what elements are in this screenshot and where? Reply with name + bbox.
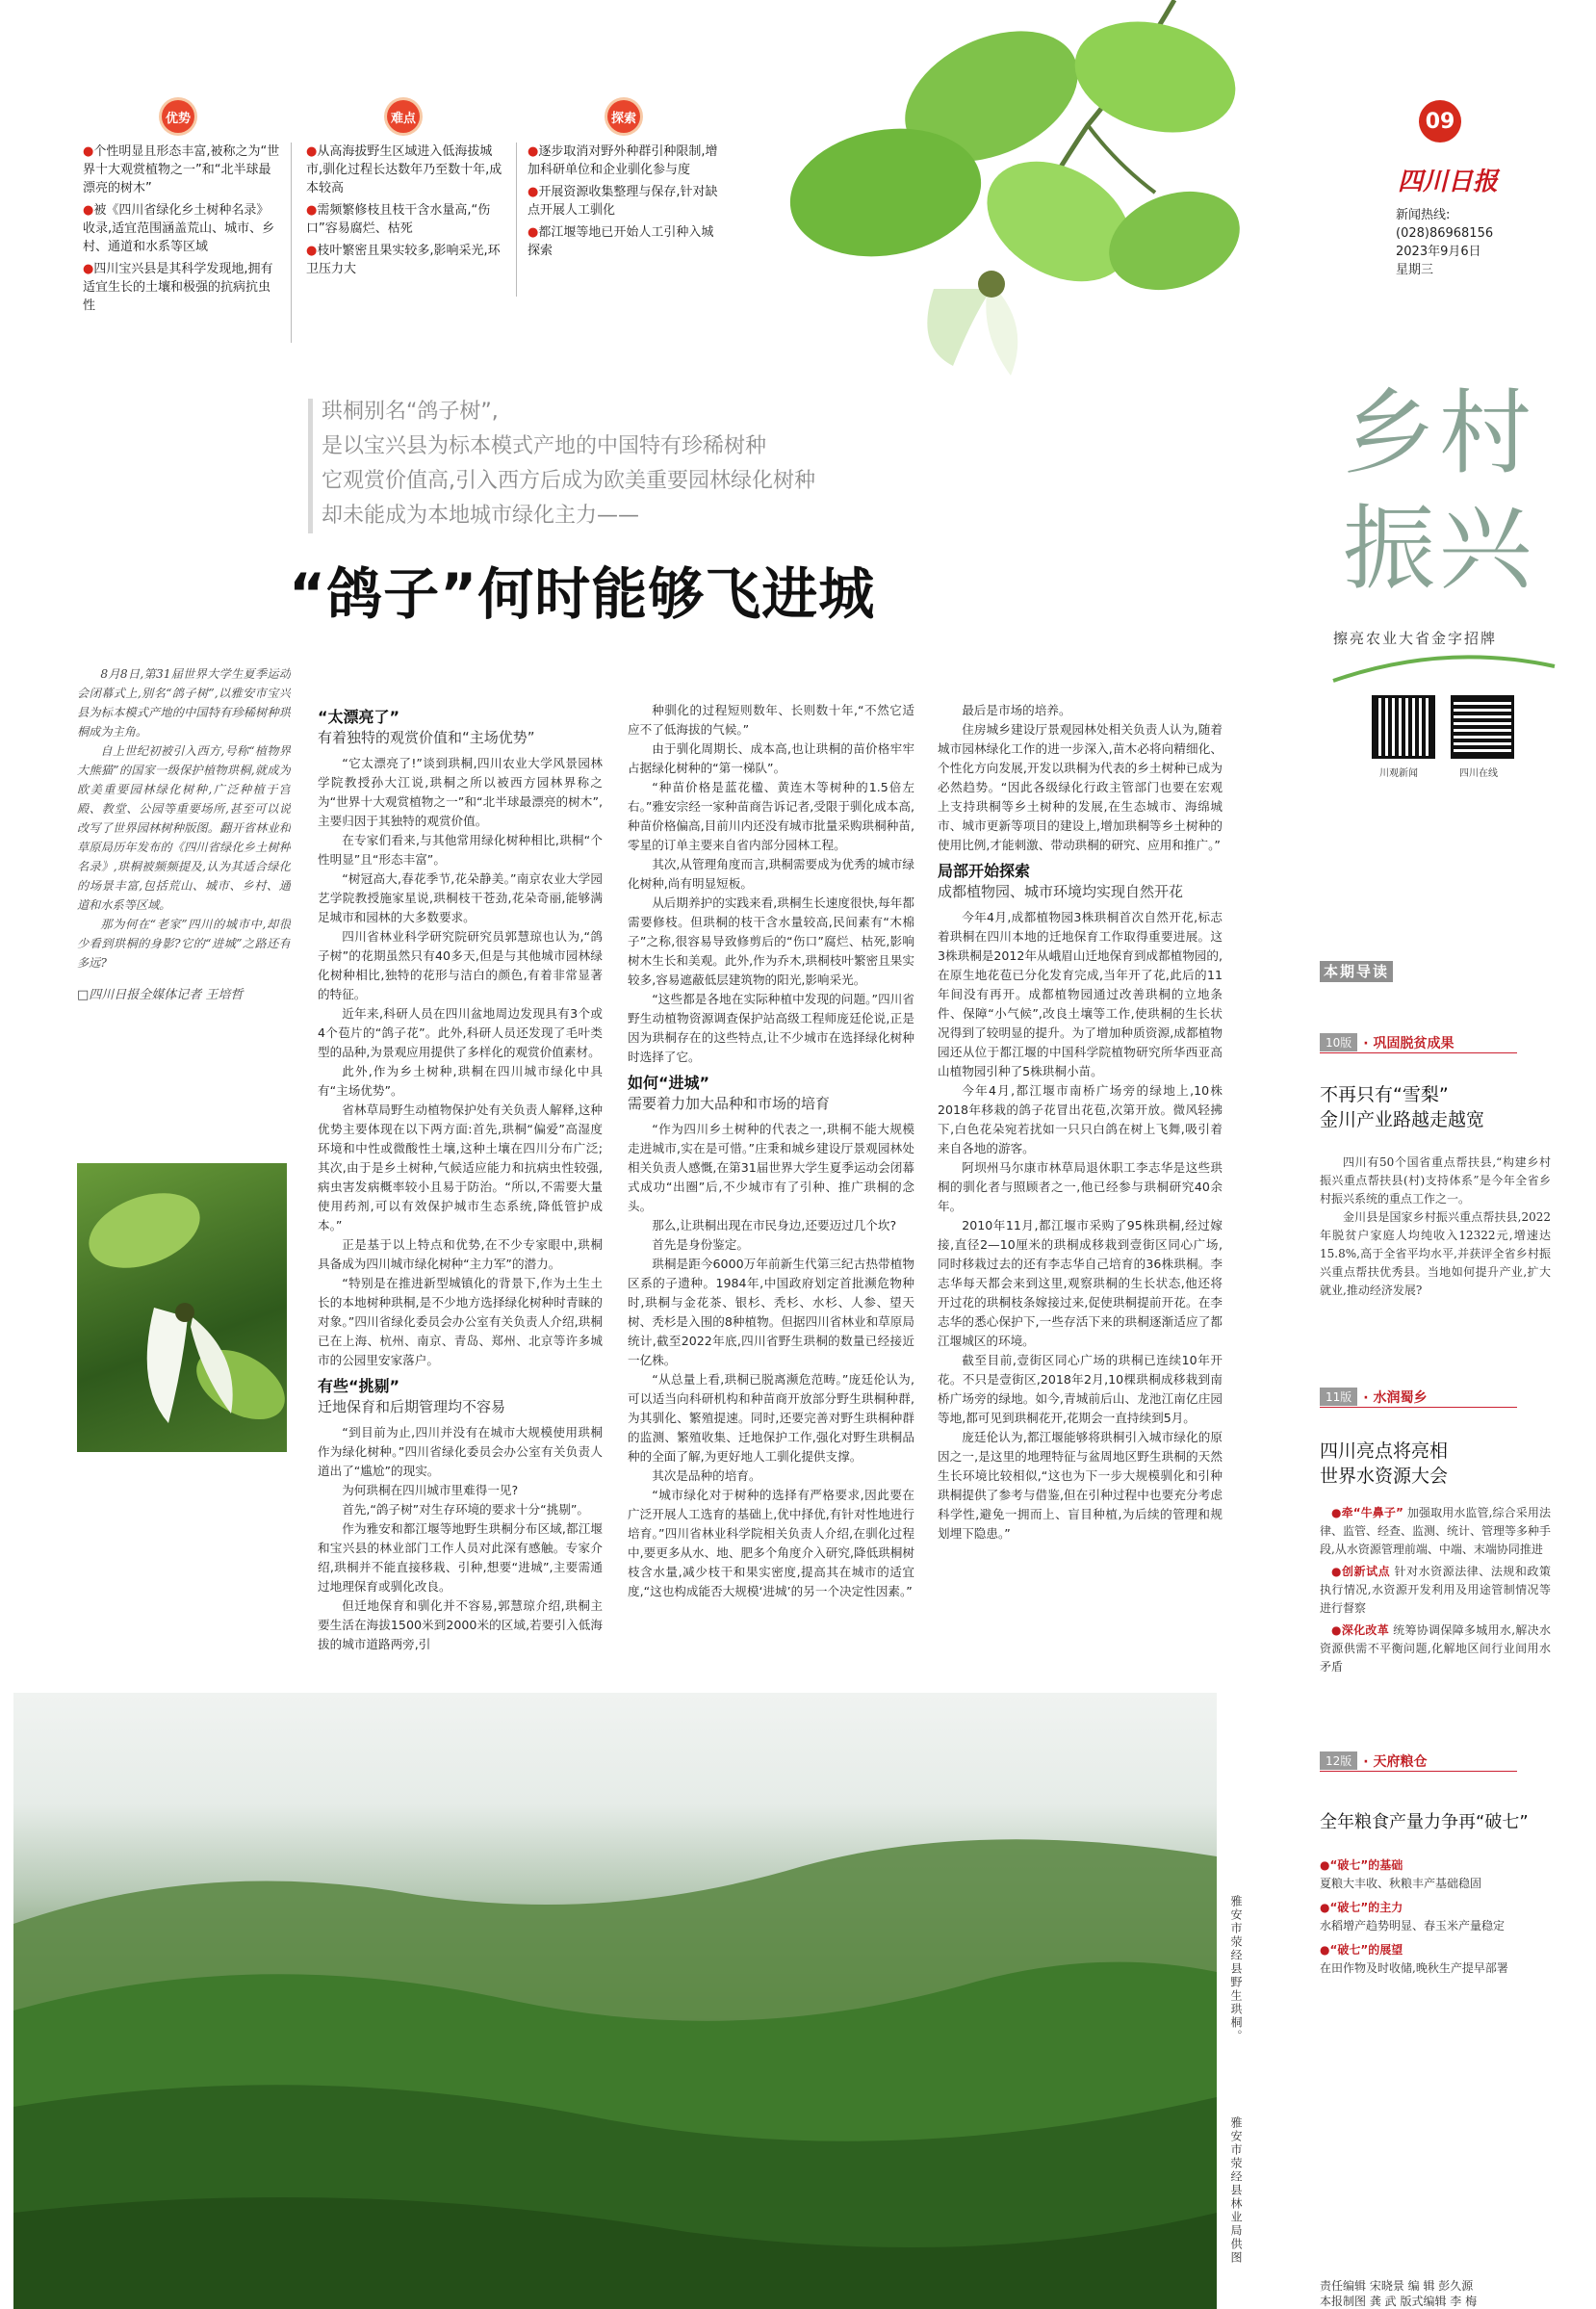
- photo-caption: 雅安市荥经县野生珙桐。: [1229, 1895, 1243, 2043]
- paragraph: 庞廷伦认为,都江堰能够将珙桐引入城市绿化的原因之一,是这里的地理特征与盆周地区野生珙桐的天然生长环境比较相似,“这也为下一步大规模驯化和引种珙桐提供了参考与借鉴,但在引种过程中也要充分考虑科学性,避免一拥而上、盲目种植,为后续的管理和规划埋下隐患。”: [938, 1430, 1223, 1541]
- deck-line: 是以宝兴县为标本模式产地的中国特有珍稀树种: [322, 434, 767, 458]
- paragraph: 四川有50个国省重点帮扶县,“构建乡村振兴重点帮扶县(村)支持体系”是今年全省乡村振兴系统的重点工作之一。: [1320, 1155, 1551, 1206]
- column-title-line2: 振兴: [1343, 495, 1535, 603]
- paragraph: 那么,让珙桐出现在市民身边,还要迈过几个坎?: [652, 1218, 897, 1232]
- subheading-note: 成都植物园、城市环境均实现自然开花: [938, 883, 1184, 900]
- list-item: ●“破七”的展望 在田作物及时收储,晚秋生产提早部署: [1320, 1943, 1508, 1975]
- difficulties-list: [306, 143, 506, 282]
- paragraph: 金川县是国家乡村振兴重点帮扶县,2022年脱贫户家庭人均纯收入12322元,增速达15.8%,高于全省平均水平,并获评全省乡村振兴重点帮扶优秀县。当地如何提升产业,扩大就业,推动经济发展?: [1320, 1210, 1551, 1297]
- list-item: ●枝叶繁密且果实较多,影响采光,环卫压力大: [306, 244, 501, 276]
- list-item: ●开展资源收集整理与保存,针对缺点开展人工驯化: [528, 185, 718, 218]
- subheading-note: 有着独特的观赏价值和“主场优势”: [318, 729, 535, 746]
- article-column-4: [938, 701, 1223, 1702]
- paragraph: 但迁地保育和驯化并不容易,郭慧琼介绍,珙桐主要生活在海拔1500米到2000米的区域,若要引入低海拔的城市道路两旁,引: [318, 1598, 603, 1651]
- paragraph: “树冠高大,春花季节,花朵静美。”南京农业大学园艺学院教授施家星说,珙桐枝干苍劲,花朵奇丽,能够满足城市和园林的大多数要求。: [318, 871, 603, 924]
- paragraph: 首先是身份鉴定。: [652, 1237, 749, 1252]
- masthead-info: [1396, 206, 1493, 279]
- dove-flower-bract: [986, 289, 1017, 376]
- paragraph: 为何珙桐在四川城市里难得一见?: [342, 1483, 519, 1497]
- list-item: ●“破七”的基础 夏粮大丰收、秋粮丰产基础稳固: [1320, 1858, 1482, 1890]
- paragraph: 在专家们看来,与其他常用绿化树种相比,珙桐“个性明显”且“形态丰富”。: [318, 833, 603, 867]
- paragraph: “作为四川乡土树种的代表之一,珙桐不能大规模走进城市,实在是可惜。”庄秉和城乡建设厅景观园林处相关负责人感慨,在第31届世界大学生夏季运动会闭幕式成功“出圈”后,不少城市有了引种、推广珙桐的念头。: [628, 1122, 914, 1213]
- branch: [1088, 125, 1155, 193]
- weekday: 星期三: [1396, 263, 1434, 277]
- subheading: 如何“进城”: [628, 1074, 710, 1092]
- headline-deck: [322, 395, 815, 533]
- list-item: ●“破七”的主力 水稻增产趋势明显、春玉米产量稳定: [1320, 1901, 1506, 1933]
- paper-name: 四川日报: [1398, 168, 1499, 196]
- paragraph: 正是基于以上特点和优势,在不少专家眼中,珙桐具备成为四川城市绿化树种“主力军”的潜力。: [318, 1237, 603, 1271]
- paragraph: 截至目前,壹街区同心广场的珙桐已连续10年开花。不只是壹街区,2018年2月,10棵珙桐成移栽到南桥广场旁的绿地。如今,青城前后山、龙池江南亿庄园等地,都可见到珙桐花开,花期会一直持续到5月。: [938, 1353, 1223, 1425]
- tag-explorations: 探索: [607, 100, 640, 133]
- list-item: ●牵“牛鼻子” 加强取用水监管,综合采用法律、监管、经查、监测、统计、管理等多种手段,从水资源管理前端、中端、末端协同推进: [1320, 1506, 1552, 1556]
- section-bar-10: 10版 · 巩固脱贫成果: [1320, 1032, 1517, 1053]
- leaf: [1095, 174, 1253, 307]
- dove-flower-photo: [77, 1163, 287, 1452]
- paragraph: 今年4月,都江堰市南桥广场旁的绿地上,10株2018年移栽的鸽子花冒出花苞,次第开放。微风轻拂下,白色花朵宛若扰如一只只白鸽在树上飞舞,吸引着来自各地的游客。: [938, 1083, 1223, 1155]
- flower-head: [978, 271, 1005, 298]
- column-title-line1: 乡村: [1343, 379, 1535, 487]
- paragraph: 此外,作为乡土树种,珙桐在四川城市绿化中具有“主场优势”。: [318, 1064, 603, 1098]
- hotline: (028)86968156: [1396, 226, 1494, 241]
- paragraph: “到目前为止,四川并没有在城市大规模使用珙桐作为绿化树种。”四川省绿化委员会办公室有关负责人道出了“尴尬”的现实。: [318, 1425, 603, 1478]
- deck-line: 却未能成为本地城市绿化主力——: [322, 504, 640, 528]
- paragraph: “城市绿化对于树种的选择有严格要求,因此要在广泛开展人工选育的基础上,优中择优,有针对性地进行培育。”四川省林业科学院相关负责人介绍,在驯化过程中,要更多从水、地、肥多个角度介入研究,降低珙桐树枝含水量,减少枝干和果实密度,提高其在城市的适宜度,“这也构成能否大规模‘进城’的另一个决定性因素。”: [628, 1488, 914, 1598]
- date: 2023年9月6日: [1396, 245, 1481, 259]
- paragraph: 那为何在“老家”四川的城市中,却很少看到珙桐的身影?它的“进城”之路还有多远?: [77, 918, 291, 970]
- deck-line: 珙桐别名“鸽子树”,: [322, 400, 499, 424]
- paragraph: “从总量上看,珙桐已脱离濒危范畴。”庞廷伦认为,可以适当向科研机构和种苗商开放部分野生珙桐种群,为其驯化、繁殖提速。同时,还要完善对野生珙桐种群的监测、繁殖收集、迁地保护工作,强化对野生珙桐品种的全面了解,为更好地人工驯化提供支撑。: [628, 1372, 914, 1464]
- paragraph: 由于驯化周期长、成本高,也让珙桐的苗价格牢牢占据绿化树种的“第一梯队”。: [628, 741, 914, 775]
- list-item: ●四川宝兴县是其科学发现地,拥有适宜生长的土壤和极强的抗病抗虫性: [83, 262, 273, 313]
- paragraph: 阿坝州马尔康市林草局退休职工李志华是这些珙桐的驯化者与照顾者之一,他已经参与珙桐研究40余年。: [938, 1160, 1223, 1213]
- dove-flower-bract: [927, 289, 991, 366]
- paragraph: 今年4月,成都植物园3株珙桐首次自然开花,标志着珙桐在四川本地的迁地保育工作取得重要进展。这3株珙桐是2012年从峨眉山迁地保育到成都植物园的,在原生地花苞已分化发育完成,当年开了花,此后的11年间没有再开。成都植物园通过改善珙桐的立地条件、保障“小气候”,改良土壤等工作,使珙桐的生长状况得到了较明显的提升。为了增加种质资源,成都植物园还从位于都江堰的中国科学院植物研究所华西亚高山植物园引种了5株珙桐小苗。: [938, 910, 1223, 1078]
- subheading: “太漂亮了”: [318, 708, 400, 726]
- hotline-label: 新闻热线:: [1396, 208, 1451, 222]
- paragraph: 作为雅安和都江堰等地野生珙桐分布区域,都江堰和宝兴县的林业部门工作人员对此深有感触。专家介绍,珙桐并不能直接移栽、引种,想要“进城”,主要需通过地理保育或驯化改良。: [318, 1521, 603, 1594]
- list-item: ●被《四川省绿化乡土树种名录》收录,适宜范围涵盖荒山、城市、乡村、通道和水系等区域: [83, 203, 275, 254]
- paragraph: 自上世纪初被引入西方,号称“植物界大熊猫”的国家一级保护植物珙桐,就成为欧美重要园林绿化树种,广泛种植于宫殿、教堂、公园等重要场所,甚至可以说改写了世界园林树种版图。翻开省林业和草原局历年发布的《四川省绿化乡土树种名录》,珙桐被频频提及,认为其适合绿化的场景丰富,包括荒山、城市、乡村、通道和水系等区域。: [77, 744, 291, 912]
- paragraph: 首先,“鸽子树”对生存环境的要求十分“挑剔”。: [342, 1502, 589, 1517]
- explorations-list: [528, 143, 720, 264]
- qr-label: 四川在线: [1459, 768, 1498, 779]
- subheading: 局部开始探索: [938, 862, 1031, 880]
- section-bullets: [1320, 1856, 1551, 1978]
- paragraph: 其次,从管理角度而言,珙桐需要成为优秀的城市绿化树种,尚有明显短板。: [628, 857, 914, 891]
- paragraph: 近年来,科研人员在四川盆地周边发现具有3个或4个苞片的“鸽子花”。此外,科研人员还发现了毛叶类型的品种,为景观应用提供了多样化的观赏价值素材。: [318, 1006, 603, 1059]
- credits-line: 本报制图 龚 武 版式编辑 李 梅: [1320, 2295, 1478, 2308]
- paragraph: 从后期养护的实践来看,珙桐生长速度很快,每年都需要修枝。但珙桐的枝干含水量较高,民间素有“木棉子”之称,很容易导致修剪后的“伤口”腐烂、枯死,影响树木生长和美观。此外,作为乔木,珙桐枝叶繁密且果实较多,容易遮蔽低层建筑物的阳光,影响采光。: [628, 895, 914, 987]
- list-item: ●个性明显且形态丰富,被称之为“世界十大观赏植物之一”和“北半球最漂亮的树木”: [83, 144, 280, 195]
- list-item: ●都江堰等地已开始人工引种入城探索: [528, 225, 714, 258]
- paragraph: “种苗价格是蓝花楹、黄连木等树种的1.5倍左右。”雅安宗经一家种苗商告诉记者,受限于驯化成本高,种苗价格偏高,目前川内还没有城市批量采购珙桐种苗,零星的订单主要来自省内部分园林工程。: [628, 780, 914, 852]
- section-bar-11: 11版 · 水润蜀乡: [1320, 1387, 1517, 1408]
- tag-advantages: 优势: [162, 100, 194, 133]
- qr-label: 川观新闻: [1379, 768, 1418, 779]
- paragraph: 8月8日,第31届世界大学生夏季运动会闭幕式上,别名“鸽子树”,以雅安市宝兴县为标本模式产地的中国特有珍稀树种珙桐成为主角。: [77, 667, 291, 739]
- editor-credits: [1320, 2278, 1477, 2309]
- paragraph: 四川省林业科学研究院研究员郭慧琼也认为,“鸽子树”的花期虽然只有40多天,但是与其他城市园林绿化树种相比,独特的花形与洁白的颜色,有着非常显著的特征。: [318, 929, 603, 1001]
- list-item: ●深化改革 统筹协调保障多城用水,解决水资源供需不平衡问题,化解地区间行业间用水矛盾: [1320, 1623, 1551, 1673]
- column-slogan: 擦亮农业大省金字招牌: [1333, 630, 1498, 647]
- paragraph: “这些都是各地在实际种植中发现的问题。”四川省野生动植物资源调查保护站高级工程师庞廷伦说,正是因为珙桐存在的这些特点,让不少城市在选择绿化树种时选择了它。: [628, 992, 914, 1064]
- divider: [291, 143, 292, 343]
- section-bar-12: 12版 · 天府粮仓: [1320, 1751, 1517, 1772]
- list-item: ●创新试点 针对水资源法律、法规和政策执行情况,水资源开发利用及用途管制情况等进行督察: [1320, 1565, 1551, 1615]
- paragraph: “特别是在推进新型城镇化的背景下,作为土生土长的本地树种珙桐,是不少地方选择绿化树种时青睐的对象。”四川省绿化委员会办公室有关负责人介绍,珙桐已在上海、杭州、南京、青岛、郑州、北京等许多城市的公园里安家落户。: [318, 1276, 603, 1367]
- divider: [516, 143, 517, 297]
- paragraph: 住房城乡建设厅景观园林处相关负责人认为,随着城市园林绿化工作的进一步深入,苗木必将向精细化、个性化方向发展,开发以珙桐为代表的乡土树种已成为必然趋势。“因此各级绿化行政主管部门也要在宏观上支持珙桐等乡土树种的发展,在生态城市、海绵城市、城市更新等项目的建设上,增加珙桐等乡土树种的使用比例,才能刺激、带动珙桐的研究、应用和推广。”: [938, 722, 1223, 852]
- section-title: 不再只有“雪梨” 金川产业路越走越宽: [1320, 1084, 1485, 1130]
- list-item: ●从高海拔野生区域进入低海拔城市,驯化过程长达数年乃至数十年,成本较高: [306, 144, 502, 195]
- subheading: 有些“挑剔”: [318, 1377, 400, 1395]
- qr-code[interactable]: [1372, 695, 1435, 759]
- section-title: 全年粮食产量力争再“破七”: [1320, 1812, 1529, 1832]
- qr-code[interactable]: [1451, 695, 1514, 759]
- article-intro: [77, 664, 291, 1117]
- green-swoosh: [1328, 647, 1559, 686]
- article-column-3: [628, 701, 914, 1760]
- dove-tree-leaves-illustration: [770, 0, 1309, 385]
- sidebar-header: 本期导读: [1320, 961, 1393, 981]
- page-number-badge: 09: [1419, 100, 1461, 143]
- mountain-forest-photo: [13, 1693, 1217, 2309]
- paragraph: “它太漂亮了!”谈到珙桐,四川农业大学风景园林学院教授孙大江说,珙桐之所以被西方园林界称之为“世界十大观赏植物之一”和“北半球最漂亮的树木”,主要归因于其独特的观赏价值。: [318, 756, 603, 828]
- byline: □四川日报全媒体记者 王培哲: [77, 988, 244, 1002]
- advantages-list: [83, 143, 280, 319]
- subheading-note: 需要着力加大品种和市场的培育: [628, 1095, 831, 1112]
- list-item: ●逐步取消对野外种群引种限制,增加科研单位和企业驯化参与度: [528, 144, 718, 177]
- deck-bar: [308, 399, 313, 533]
- paragraph: 最后是市场的培养。: [962, 703, 1071, 717]
- section-bullets: [1320, 1504, 1551, 1676]
- section-title: 四川亮点将亮相 世界水资源大会: [1320, 1440, 1449, 1487]
- article-column-2: [318, 701, 603, 1777]
- paragraph: 其次是品种的培育。: [652, 1468, 761, 1483]
- paragraph: 珙桐是距今6000万年前新生代第三纪古热带植物区系的子遗种。1984年,中国政府划定首批濒危物种时,珙桐与金花茶、银杉、秃杉、水杉、人参、望天树、秃杉是入围的8种植物。但据四川省林业和草原局统计,截至2022年底,四川省野生珙桐的数量已经接近一亿株。: [628, 1257, 914, 1367]
- paragraph: 省林草局野生动植物保护处有关负责人解释,这种优势主要体现在以下两方面:首先,珙桐“偏爱”高湿度环境和中性或微酸性土壤,这种土壤在四川分布广泛;其次,由于是乡土树种,气候适应能力和抗病虫性较强,病虫害发病概率较小且易于防治。“所以,不需要大量使用药剂,可以有效保护城市生态系统,降低管护成本。”: [318, 1103, 603, 1232]
- deck-line: 它观赏价值高,引入西方后成为欧美重要园林绿化树种: [322, 469, 815, 493]
- paragraph: 种驯化的过程短则数年、长则数十年,“不然它适应不了低海拔的气候。”: [628, 703, 914, 737]
- tag-difficulties: 难点: [387, 100, 420, 133]
- list-item: ●需频繁修枝且枝干含水量高,“伤口”容易腐烂、枯死: [306, 203, 491, 236]
- headline-title: “鸽子”何时能够飞进城: [289, 561, 876, 627]
- photo-credit: 雅安市荥经县林业局供图: [1229, 2116, 1243, 2265]
- credits-line: 责任编辑 宋晓景 编 辑 彭久源: [1320, 2279, 1474, 2293]
- section-text: [1320, 1154, 1551, 1300]
- subheading-note: 迁地保育和后期管理均不容易: [318, 1398, 506, 1415]
- paragraph: 2010年11月,都江堰市采购了95株珙桐,经过嫁接,直径2—10厘米的珙桐成移栽到壹街区同心广场,同时移栽过去的还有李志华自己培育的36株珙桐。李志华每天都会来到这里,观察珙桐的生长状态,他还将开过花的珙桐枝条嫁接过来,促使珙桐提前开花。在李志华的悉心保护下,一些存活下来的珙桐逐渐适应了都江堰城区的环境。: [938, 1218, 1223, 1348]
